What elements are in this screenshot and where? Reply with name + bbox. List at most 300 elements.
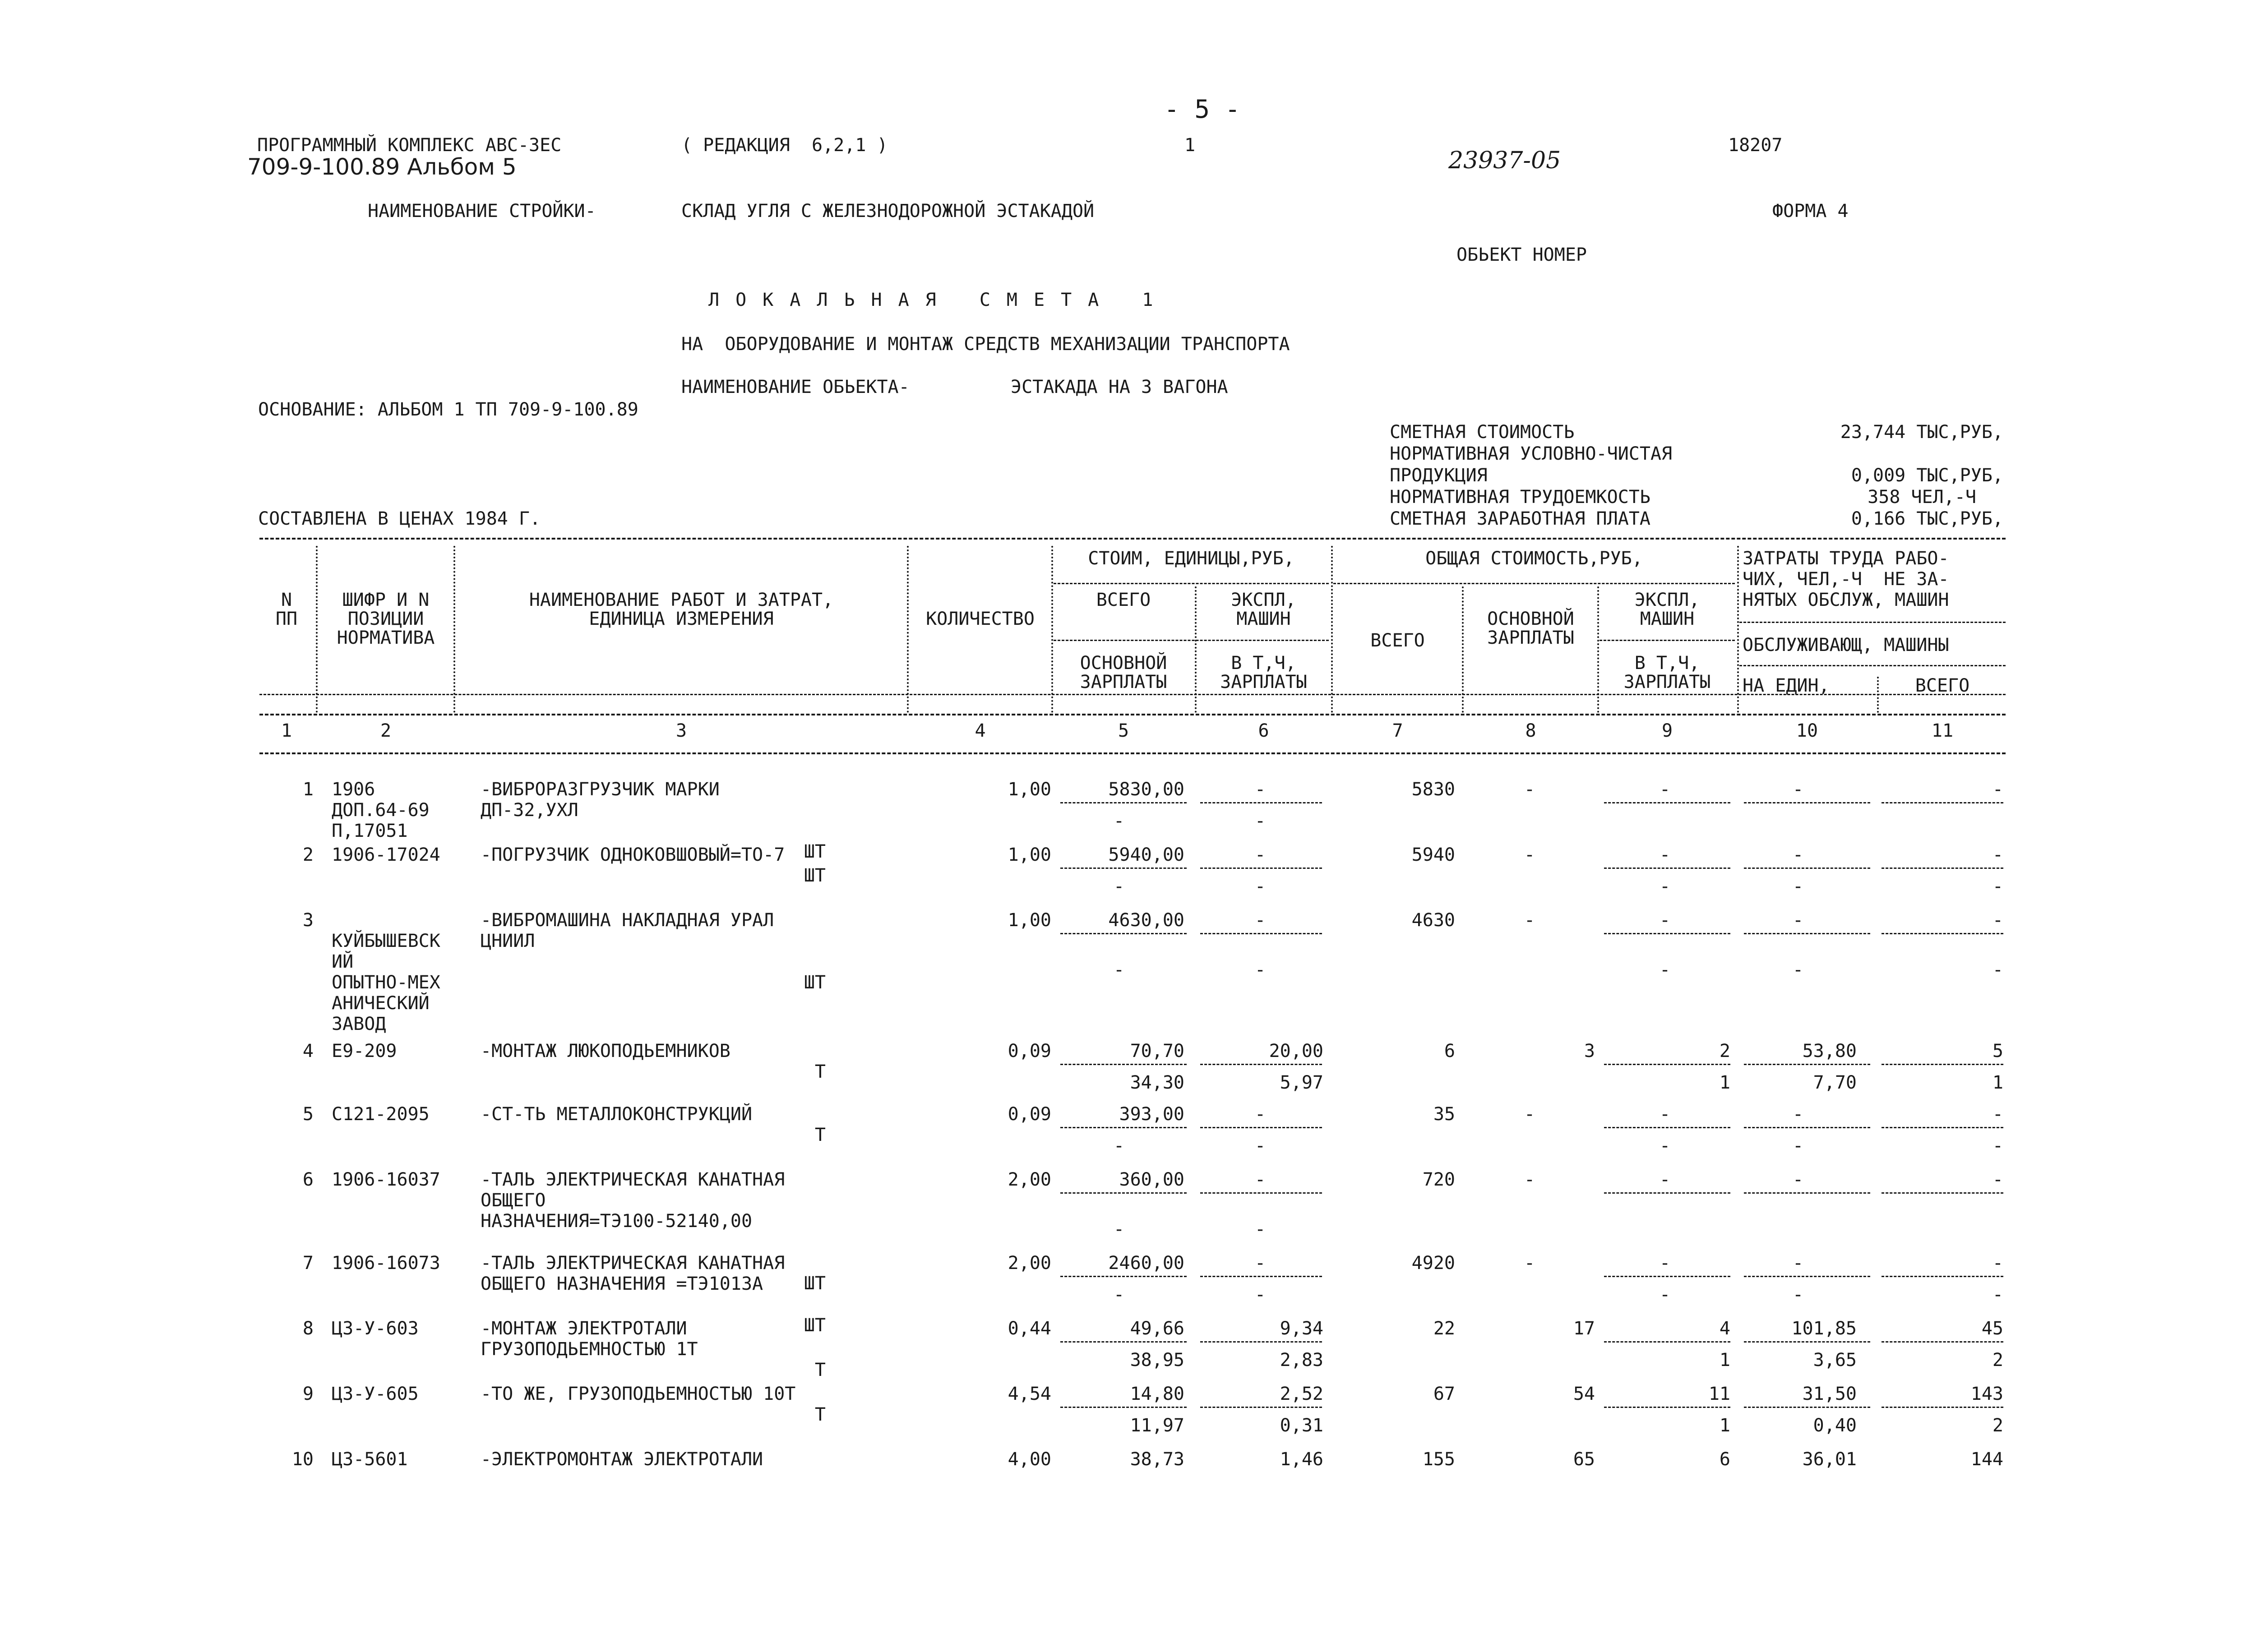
cell-underline — [1060, 868, 1187, 869]
cell-underline — [1882, 933, 2003, 934]
cell-underline — [1882, 1341, 2003, 1343]
row-quantity: 4,54 — [1008, 1384, 1051, 1404]
row-labor-unit: 36,01 — [1802, 1449, 1857, 1470]
summary-label: СМЕТНАЯ ЗАРАБОТНАЯ ПЛАТА — [1390, 508, 1650, 529]
row-total-machines: - — [1659, 844, 1671, 865]
row-unit-machines: - — [1254, 910, 1266, 931]
row-total-incl: 1 — [1719, 1072, 1730, 1093]
row-labor-unit: - — [1792, 1169, 1804, 1190]
row-code: Ц3-У-605 — [332, 1384, 419, 1404]
cell-underline — [1744, 933, 1870, 934]
cell-underline — [1604, 1341, 1730, 1343]
row-total-machines: 6 — [1719, 1449, 1730, 1470]
header-no: ПП — [275, 609, 298, 629]
row-total: 155 — [1422, 1449, 1455, 1470]
cell-underline — [1200, 933, 1322, 934]
header-top-rule — [259, 538, 2006, 540]
cell-underline — [1882, 802, 2003, 803]
header-total-cost: ОБЩАЯ СТОИМОСТЬ,РУБ, — [1425, 548, 1643, 569]
row-unit-machines: - — [1254, 1169, 1266, 1190]
row-labor-unit: - — [1792, 1253, 1804, 1274]
cell-underline — [1744, 868, 1870, 869]
row-unit-wage: 11,97 — [1130, 1415, 1184, 1436]
header-labor: НЯТЫХ ОБСЛУЖ, МАШИН — [1743, 590, 1949, 610]
cell-underline — [1604, 1276, 1730, 1277]
header-unit-total: ВСЕГО — [1096, 590, 1151, 610]
row-quantity: 1,00 — [1008, 910, 1051, 931]
row-number: 2 — [302, 844, 314, 865]
header-unit-wage: ОСНОВНОЙ — [1080, 653, 1167, 674]
row-unit-wage: 34,30 — [1130, 1072, 1184, 1093]
row-unit-total: 360,00 — [1119, 1169, 1184, 1190]
row-labor-total: 5 — [1992, 1041, 2003, 1061]
row-number: 9 — [302, 1384, 314, 1404]
sheet-number: 1 — [1184, 135, 1196, 156]
cell-underline — [1200, 868, 1322, 869]
row-total-incl: 1 — [1719, 1415, 1730, 1436]
row-labor-unit: - — [1792, 1104, 1804, 1125]
row-unit-incl: - — [1254, 960, 1266, 980]
row-unit-wage: - — [1113, 876, 1125, 897]
cell-underline — [1200, 1341, 1322, 1343]
row-total-incl: - — [1659, 960, 1671, 980]
row-total: 5830 — [1411, 779, 1455, 800]
column-number: 6 — [1258, 720, 1269, 741]
row-total: 720 — [1422, 1169, 1455, 1190]
header-total-machines: ЭКСПЛ, — [1634, 590, 1700, 610]
header-labor: ЗАТРАТЫ ТРУДА РАБО- — [1743, 548, 1949, 569]
row-code: ДОП.64-69 — [332, 800, 430, 821]
estimate-title: ЛОКАЛЬНАЯ СМЕТА 1 — [708, 290, 1170, 310]
header-name: ЕДИНИЦА ИЗМЕРЕНИЯ — [589, 609, 774, 629]
column-number: 3 — [675, 720, 687, 741]
header-inner-rule — [1333, 583, 1735, 584]
row-unit-incl: 5,97 — [1280, 1072, 1323, 1093]
column-numbers-bottom-rule — [259, 752, 2006, 754]
row-total: 4920 — [1411, 1253, 1455, 1274]
header-unit-incl: В Т,Ч, — [1231, 653, 1296, 674]
document-id: 18207 — [1728, 135, 1783, 156]
header-total-wage: ОСНОВНОЙ — [1487, 609, 1574, 629]
header-total-machines: МАШИН — [1640, 609, 1695, 629]
header-labor-sub: ОБСЛУЖИВАЮЩ, МАШИНЫ — [1743, 635, 1949, 655]
row-name: -ВИБРОМАШИНА НАКЛАДНАЯ УРАЛ — [481, 910, 774, 931]
row-total-wage: - — [1524, 1253, 1535, 1274]
row-unit: ШТ — [804, 1315, 826, 1336]
basis: ОСНОВАНИЕ: АЛЬБОМ 1 ТП 709-9-100.89 — [258, 399, 638, 420]
row-unit-incl: - — [1254, 876, 1266, 897]
row-unit-incl: 0,31 — [1280, 1415, 1323, 1436]
row-unit: ШТ — [804, 841, 826, 862]
row-unit-incl: - — [1254, 1284, 1266, 1305]
row-labor-unit-b: - — [1792, 1135, 1804, 1156]
cell-underline — [1882, 1064, 2003, 1065]
header-inner-rule — [1739, 665, 2006, 666]
column-number: 1 — [281, 720, 292, 741]
cell-underline — [1744, 1192, 1870, 1194]
row-name: ОБЩЕГО — [481, 1190, 546, 1211]
row-code: Ц3-У-603 — [332, 1318, 419, 1339]
column-separator — [1462, 586, 1464, 713]
row-unit-total: 38,73 — [1130, 1449, 1184, 1470]
column-number: 4 — [975, 720, 986, 741]
row-unit-machines: - — [1254, 779, 1266, 800]
cell-underline — [1060, 1192, 1187, 1194]
header-code: ПОЗИЦИИ — [347, 609, 424, 629]
row-unit-incl: 2,83 — [1280, 1350, 1323, 1371]
column-separator — [1597, 586, 1599, 713]
header-unit-incl: ЗАРПЛАТЫ — [1220, 672, 1307, 692]
row-total-machines: 2 — [1719, 1041, 1730, 1061]
row-unit-incl: - — [1254, 811, 1266, 831]
header-labor: ЧИХ, ЧЕЛ,-Ч НЕ ЗА- — [1743, 569, 1949, 590]
row-labor-unit-b: - — [1792, 876, 1804, 897]
cell-underline — [1200, 1407, 1322, 1408]
summary-value: 0,009 ТЫС,РУБ, — [1851, 465, 2003, 486]
cell-underline — [1604, 1407, 1730, 1408]
column-separator — [1737, 546, 1739, 713]
cell-underline — [1060, 802, 1187, 803]
summary-value: 0,166 ТЫС,РУБ, — [1851, 508, 2003, 529]
row-unit-wage: - — [1113, 811, 1125, 831]
cell-underline — [1060, 933, 1187, 934]
row-quantity: 0,09 — [1008, 1041, 1051, 1061]
row-unit-wage: - — [1113, 1135, 1125, 1156]
column-separator — [1195, 586, 1197, 713]
row-total-incl: - — [1659, 876, 1671, 897]
header-unit-wage: ЗАРПЛАТЫ — [1080, 672, 1167, 692]
header-total-wage: ЗАРПЛАТЫ — [1487, 628, 1574, 648]
row-code: Ц3-5601 — [332, 1449, 408, 1470]
header-code: НОРМАТИВА — [337, 628, 435, 648]
row-labor-total: 144 — [1970, 1449, 2003, 1470]
header-name: НАИМЕНОВАНИЕ РАБОТ И ЗАТРАТ, — [529, 590, 834, 610]
cell-underline — [1744, 1064, 1870, 1065]
header-total-incl: ЗАРПЛАТЫ — [1623, 672, 1711, 692]
row-unit-total: 49,66 — [1130, 1318, 1184, 1339]
row-unit: Т — [814, 1360, 826, 1380]
column-number: 10 — [1796, 720, 1818, 741]
row-name: -ТО ЖЕ, ГРУЗОПОДЬЕМНОСТЬЮ 10Т — [481, 1384, 796, 1404]
row-code: 1906 — [332, 779, 375, 800]
row-unit: ШТ — [804, 972, 826, 993]
row-total-wage: - — [1524, 1104, 1535, 1125]
row-total-machines: 11 — [1708, 1384, 1730, 1404]
cell-underline — [1604, 933, 1730, 934]
row-labor-total: - — [1992, 1253, 2003, 1274]
row-total-machines: - — [1659, 779, 1671, 800]
row-name: -МОНТАЖ ЭЛЕКТРОТАЛИ — [481, 1318, 687, 1339]
row-code: 1906-17024 — [332, 844, 440, 865]
row-number: 7 — [302, 1253, 314, 1274]
column-number: 9 — [1661, 720, 1673, 741]
row-total: 5940 — [1411, 844, 1455, 865]
row-labor-total-b: - — [1992, 1284, 2003, 1305]
row-total-wage: 17 — [1573, 1318, 1595, 1339]
row-unit-machines: 20,00 — [1269, 1041, 1323, 1061]
header-no: N — [281, 590, 292, 610]
header-code: ШИФР И N — [342, 590, 430, 610]
column-number: 11 — [1931, 720, 1954, 741]
row-name: -МОНТАЖ ЛЮКОПОДЬЕМНИКОВ — [481, 1041, 730, 1061]
column-separator — [316, 546, 318, 713]
row-unit-wage: 38,95 — [1130, 1350, 1184, 1371]
row-name: -СТ-ТЬ МЕТАЛЛОКОНСТРУКЦИЙ — [481, 1104, 753, 1125]
row-labor-total-b: 2 — [1992, 1350, 2003, 1371]
summary-value: 358 ЧЕЛ,-Ч — [1868, 487, 1976, 508]
row-unit: Т — [814, 1125, 826, 1145]
row-unit-incl: - — [1254, 1219, 1266, 1240]
row-unit-total: 2460,00 — [1108, 1253, 1184, 1274]
row-labor-unit-b: - — [1792, 1284, 1804, 1305]
cell-underline — [1882, 1127, 2003, 1128]
row-unit-machines: - — [1254, 1104, 1266, 1125]
cell-underline — [1200, 1064, 1322, 1065]
construction-label: НАИМЕНОВАНИЕ СТРОЙКИ- — [368, 201, 596, 221]
row-total-wage: 65 — [1573, 1449, 1595, 1470]
album-code: 709-9-100.89 Альбом 5 — [247, 154, 517, 180]
header-inner-rule — [1600, 640, 1735, 641]
price-level: СОСТАВЛЕНА В ЦЕНАХ 1984 Г. — [258, 508, 541, 529]
cell-underline — [1744, 1276, 1870, 1277]
header-total-incl: В Т,Ч, — [1634, 653, 1700, 674]
page-number: - 5 - — [1164, 95, 1240, 124]
row-labor-total-b: - — [1992, 960, 2003, 980]
row-quantity: 1,00 — [1008, 779, 1051, 800]
row-code: С121-2095 — [332, 1104, 430, 1125]
row-unit: Т — [814, 1404, 826, 1425]
header-quantity: КОЛИЧЕСТВО — [926, 609, 1035, 629]
row-quantity: 1,00 — [1008, 844, 1051, 865]
row-labor-unit-b: 7,70 — [1813, 1072, 1857, 1093]
header-inner-rule — [1739, 622, 2006, 623]
column-separator — [453, 546, 455, 713]
row-labor-total: - — [1992, 844, 2003, 865]
cell-underline — [1060, 1407, 1187, 1408]
cell-underline — [1200, 1276, 1322, 1277]
header-unit-machines: МАШИН — [1236, 609, 1291, 629]
row-total-wage: - — [1524, 1169, 1535, 1190]
header-inner-rule — [1054, 640, 1329, 641]
row-quantity: 2,00 — [1008, 1253, 1051, 1274]
row-labor-unit: - — [1792, 779, 1804, 800]
column-separator — [1877, 677, 1879, 713]
row-total: 6 — [1444, 1041, 1455, 1061]
row-labor-total-b: - — [1992, 876, 2003, 897]
row-number: 4 — [302, 1041, 314, 1061]
row-labor-total: - — [1992, 779, 2003, 800]
row-name: -ПОГРУЗЧИК ОДНОКОВШОВЫЙ=ТО-7 — [481, 844, 785, 865]
row-name: ДП-32,УХЛ — [481, 800, 578, 821]
column-number: 8 — [1525, 720, 1536, 741]
row-number: 10 — [291, 1449, 314, 1470]
row-code: П,17051 — [332, 821, 408, 841]
cell-underline — [1744, 1127, 1870, 1128]
row-labor-unit: - — [1792, 910, 1804, 931]
row-total-wage: 54 — [1573, 1384, 1595, 1404]
cell-underline — [1744, 1341, 1870, 1343]
row-labor-total-b: 1 — [1992, 1072, 2003, 1093]
row-unit-wage: - — [1113, 1284, 1125, 1305]
header-labor-unit: НА ЕДИН, — [1743, 675, 1830, 696]
header-unit-cost: СТОИМ, ЕДИНИЦЫ,РУБ, — [1088, 548, 1294, 569]
summary-label: НОРМАТИВНАЯ ТРУДОЕМКОСТЬ — [1390, 487, 1650, 508]
cell-underline — [1604, 1127, 1730, 1128]
row-total-incl: 1 — [1719, 1350, 1730, 1371]
row-number: 3 — [302, 910, 314, 931]
cell-underline — [1060, 1127, 1187, 1128]
row-labor-unit: 31,50 — [1802, 1384, 1857, 1404]
row-total: 22 — [1433, 1318, 1455, 1339]
row-unit-total: 4630,00 — [1108, 910, 1184, 931]
summary-label: ПРОДУКЦИЯ — [1390, 465, 1488, 486]
row-total: 4630 — [1411, 910, 1455, 931]
cell-underline — [1882, 1276, 2003, 1277]
row-number: 6 — [302, 1169, 314, 1190]
object-label: НАИМЕНОВАНИЕ ОБЬЕКТА- — [681, 377, 910, 397]
column-numbers-top-rule — [259, 714, 2006, 715]
row-labor-unit-b: 3,65 — [1813, 1350, 1857, 1371]
row-code: АНИЧЕСКИЙ — [332, 993, 430, 1014]
row-total-incl: - — [1659, 1284, 1671, 1305]
row-quantity: 0,09 — [1008, 1104, 1051, 1125]
column-number: 2 — [380, 720, 392, 741]
row-labor-total: 143 — [1970, 1384, 2003, 1404]
edition: ( РЕДАКЦИЯ 6,2,1 ) — [681, 135, 888, 156]
cell-underline — [1744, 1407, 1870, 1408]
summary-label: НОРМАТИВНАЯ УСЛОВНО-ЧИСТАЯ — [1390, 443, 1673, 464]
row-labor-total: - — [1992, 1169, 2003, 1190]
row-total: 35 — [1433, 1104, 1455, 1125]
row-unit-total: 5830,00 — [1108, 779, 1184, 800]
row-total-machines: 4 — [1719, 1318, 1730, 1339]
row-labor-total: - — [1992, 1104, 2003, 1125]
row-unit-machines: 2,52 — [1280, 1384, 1323, 1404]
row-number: 8 — [302, 1318, 314, 1339]
row-code: КУЙБЫШЕВСК — [332, 931, 440, 951]
row-unit-total: 5940,00 — [1108, 844, 1184, 865]
column-separator — [1051, 546, 1053, 713]
row-unit-machines: 9,34 — [1280, 1318, 1323, 1339]
cell-underline — [1060, 1276, 1187, 1277]
row-unit-wage: - — [1113, 960, 1125, 980]
row-labor-total: - — [1992, 910, 2003, 931]
row-total-wage: - — [1524, 844, 1535, 865]
row-total-machines: - — [1659, 1253, 1671, 1274]
cell-underline — [1882, 868, 2003, 869]
cell-underline — [1882, 1407, 2003, 1408]
column-separator — [907, 546, 909, 713]
summary-value: 23,744 ТЫС,РУБ, — [1840, 422, 2003, 443]
cell-underline — [1882, 1192, 2003, 1194]
row-name: -ТАЛЬ ЭЛЕКТРИЧЕСКАЯ КАНАТНАЯ — [481, 1253, 785, 1274]
cell-underline — [1744, 802, 1870, 803]
cell-underline — [1604, 802, 1730, 803]
cell-underline — [1604, 868, 1730, 869]
row-total-wage: - — [1524, 910, 1535, 931]
row-code: Е9-209 — [332, 1041, 397, 1061]
row-name: -ВИБРОРАЗГРУЗЧИК МАРКИ — [481, 779, 720, 800]
row-unit-incl: - — [1254, 1135, 1266, 1156]
estimate-subtitle: НА ОБОРУДОВАНИЕ И МОНТАЖ СРЕДСТВ МЕХАНИЗАЦИИ ТРАНСПОРТА — [681, 334, 1290, 355]
row-unit-machines: - — [1254, 844, 1266, 865]
row-unit-total: 70,70 — [1130, 1041, 1184, 1061]
row-name: НАЗНАЧЕНИЯ=ТЭ100-52140,00 — [481, 1211, 753, 1232]
row-unit-wage: - — [1113, 1219, 1125, 1240]
row-labor-unit: 101,85 — [1791, 1318, 1857, 1339]
row-code: 1906-16073 — [332, 1253, 440, 1274]
form-label: ФОРМА 4 — [1772, 201, 1849, 221]
row-total-wage: - — [1524, 779, 1535, 800]
row-labor-unit-b: - — [1792, 960, 1804, 980]
cell-underline — [1060, 1341, 1187, 1343]
cell-underline — [1604, 1192, 1730, 1194]
row-number: 1 — [302, 779, 314, 800]
row-quantity: 4,00 — [1008, 1449, 1051, 1470]
cell-underline — [1200, 1192, 1322, 1194]
header-unit-machines: ЭКСПЛ, — [1231, 590, 1296, 610]
row-total: 67 — [1433, 1384, 1455, 1404]
row-total-incl: - — [1659, 1135, 1671, 1156]
column-number: 7 — [1392, 720, 1403, 741]
row-code: ЗАВОД — [332, 1014, 386, 1034]
row-labor-unit-b: 0,40 — [1813, 1415, 1857, 1436]
cell-underline — [1200, 1127, 1322, 1128]
row-unit: Т — [814, 1061, 826, 1082]
row-code: ИЙ — [332, 951, 354, 972]
row-number: 5 — [302, 1104, 314, 1125]
handwritten-number: 23937-05 — [1448, 147, 1561, 174]
column-number: 5 — [1118, 720, 1129, 741]
row-code: 1906-16037 — [332, 1169, 440, 1190]
row-code: ОПЫТНО-МЕХ — [332, 972, 440, 993]
row-total-machines: - — [1659, 1104, 1671, 1125]
summary-label: СМЕТНАЯ СТОИМОСТЬ — [1390, 422, 1575, 443]
row-quantity: 2,00 — [1008, 1169, 1051, 1190]
row-labor-total-b: - — [1992, 1135, 2003, 1156]
row-labor-total-b: 2 — [1992, 1415, 2003, 1436]
row-name: ОБЩЕГО НАЗНАЧЕНИЯ =ТЭ1013А — [481, 1274, 763, 1294]
cell-underline — [1200, 802, 1322, 803]
row-unit-total: 393,00 — [1119, 1104, 1184, 1125]
row-name: -ТАЛЬ ЭЛЕКТРИЧЕСКАЯ КАНАТНАЯ — [481, 1169, 785, 1190]
row-name: ГРУЗОПОДЬЕМНОСТЬЮ 1Т — [481, 1339, 698, 1360]
program-name: ПРОГРАММНЫЙ КОМПЛЕКС АВС-3ЕС — [257, 135, 562, 156]
row-unit: ШТ — [804, 1273, 826, 1294]
header-labor-total: ВСЕГО — [1915, 675, 1970, 696]
object-name: ЭСТАКАДА НА 3 ВАГОНА — [1011, 377, 1228, 397]
header-total-all: ВСЕГО — [1370, 630, 1425, 651]
row-labor-unit: - — [1792, 844, 1804, 865]
row-labor-total: 45 — [1981, 1318, 2003, 1339]
row-unit-machines: - — [1254, 1253, 1266, 1274]
column-separator — [1331, 546, 1333, 713]
cell-underline — [1604, 1064, 1730, 1065]
row-unit: ШТ — [804, 865, 826, 886]
row-unit-machines: 1,46 — [1280, 1449, 1323, 1470]
row-quantity: 0,44 — [1008, 1318, 1051, 1339]
row-total-machines: - — [1659, 910, 1671, 931]
object-number: ОБЬЕКТ НОМЕР — [1456, 245, 1587, 265]
row-name: ЦНИИЛ — [481, 931, 535, 951]
row-total-machines: - — [1659, 1169, 1671, 1190]
row-unit-total: 14,80 — [1130, 1384, 1184, 1404]
header-inner-rule — [1054, 583, 1329, 584]
row-total-wage: 3 — [1584, 1041, 1595, 1061]
cell-underline — [1060, 1064, 1187, 1065]
row-name: -ЭЛЕКТРОМОНТАЖ ЭЛЕКТРОТАЛИ — [481, 1449, 763, 1470]
row-labor-unit: 53,80 — [1802, 1041, 1857, 1061]
